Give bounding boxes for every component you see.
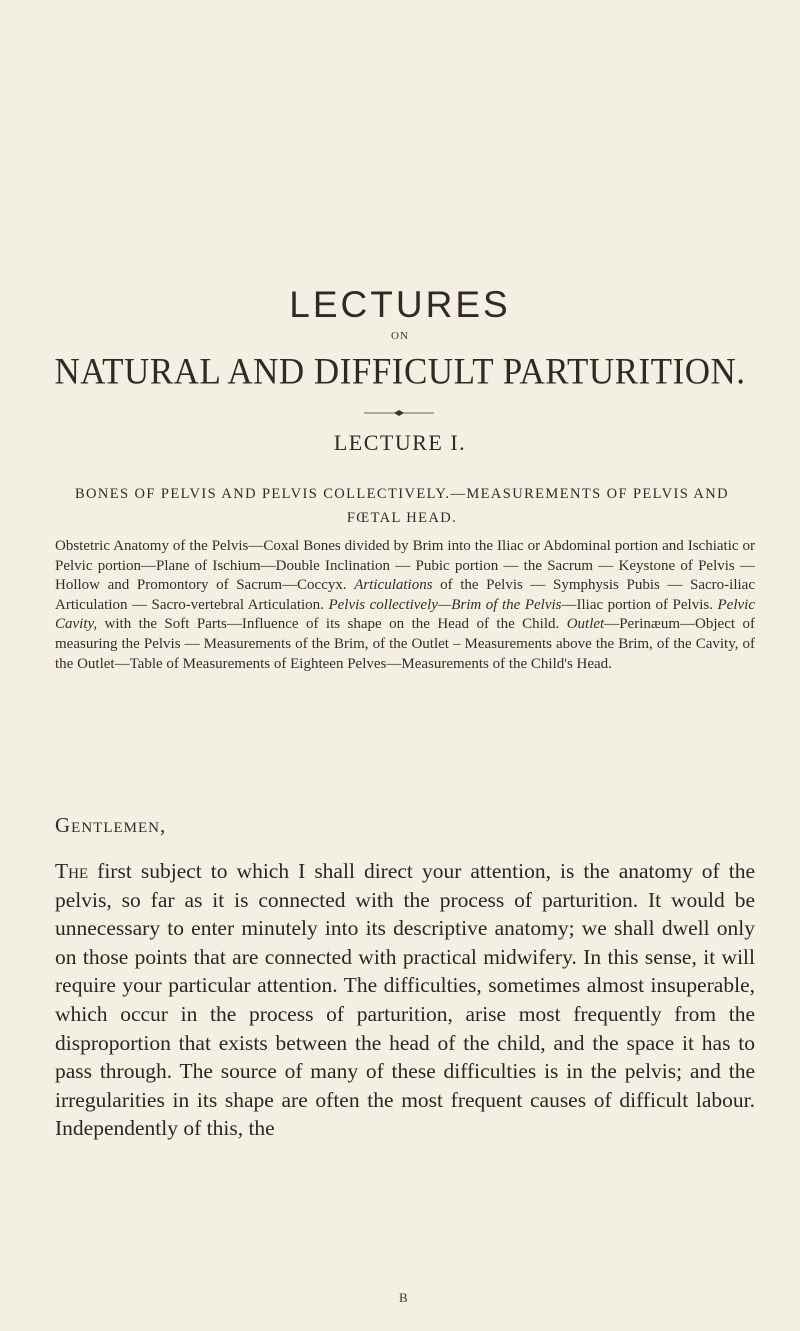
lecture-contents-title: BONES OF PELVIS AND PELVIS COLLECTIVELY.—MEASUREMENTS OF PELVIS AND FŒTAL HEAD. — [74, 486, 730, 526]
synopsis-text: —Iliac portion of Pelvis. — [561, 596, 718, 613]
book-title: LECTURES — [289, 284, 511, 325]
signature-mark: B — [399, 1290, 408, 1305]
synopsis-italic: Pelvic Cavity, — [55, 596, 755, 633]
title-connector: ON — [391, 330, 409, 342]
lecture-heading: LECTURE I. — [333, 430, 467, 455]
body-paragraph — [55, 857, 755, 1143]
lecture-synopsis — [55, 537, 755, 674]
synopsis-italic: Articulations — [354, 577, 433, 594]
synopsis-text: Obstetric Anatomy of the Pelvis—Coxal Bones divided by Brim into the Iliac or Abdominal portion and Ischiatic or Pelvic portion—Plane of Ischium—Double Inclination — Pubic portion — the Sacrum — Keystone of Pelvis — Hollow and Promontory of Sacrum—Coccyx. — [55, 538, 755, 594]
synopsis-italic: Outlet — [566, 616, 605, 633]
lead-word: The — [55, 859, 89, 883]
synopsis-italic: Pelvis collectively—Brim of the Pelvis — [328, 596, 562, 613]
synopsis-text: with the Soft Parts—Influence of its shape on the Head of the Child. — [97, 616, 567, 633]
synopsis-text: —Perinæum—Object of measuring the Pelvis — Measurements of the Brim, of the Outlet – Measurements above the Brim, of the Cavity, of the Outlet—Table of Measurements of Eighteen Pelves—Measurements of the Child's Head. — [55, 616, 755, 672]
book-subtitle: NATURAL AND DIFFICULT PARTURITION. — [54, 351, 746, 392]
salutation: Gentlemen, — [55, 813, 167, 837]
synopsis-text: of the Pelvis — Symphysis Pubis — Sacro-iliac Articulation — Sacro-vertebral Articulation. — [55, 577, 755, 613]
body-text: first subject to which I shall direct your attention, is the anatomy of the pelvis, so far as it is connected with the process of parturition. It would be unnecessary to enter minutely into its descriptive anatomy; we shall dwell only on those points that are connected with practical midwifery. In this sense, it will require your particular attention. The difficulties, sometimes almost insuperable, which occur in the process of parturition, arise most frequently from the disproportion that exists between the head of the child, and the space it has to pass through. The source of many of these difficulties is in the pelvis; and the irregularities in its shape are often the most frequent causes of difficult labour. Independently of this, the — [55, 859, 755, 1141]
divider-ornament — [364, 409, 434, 417]
